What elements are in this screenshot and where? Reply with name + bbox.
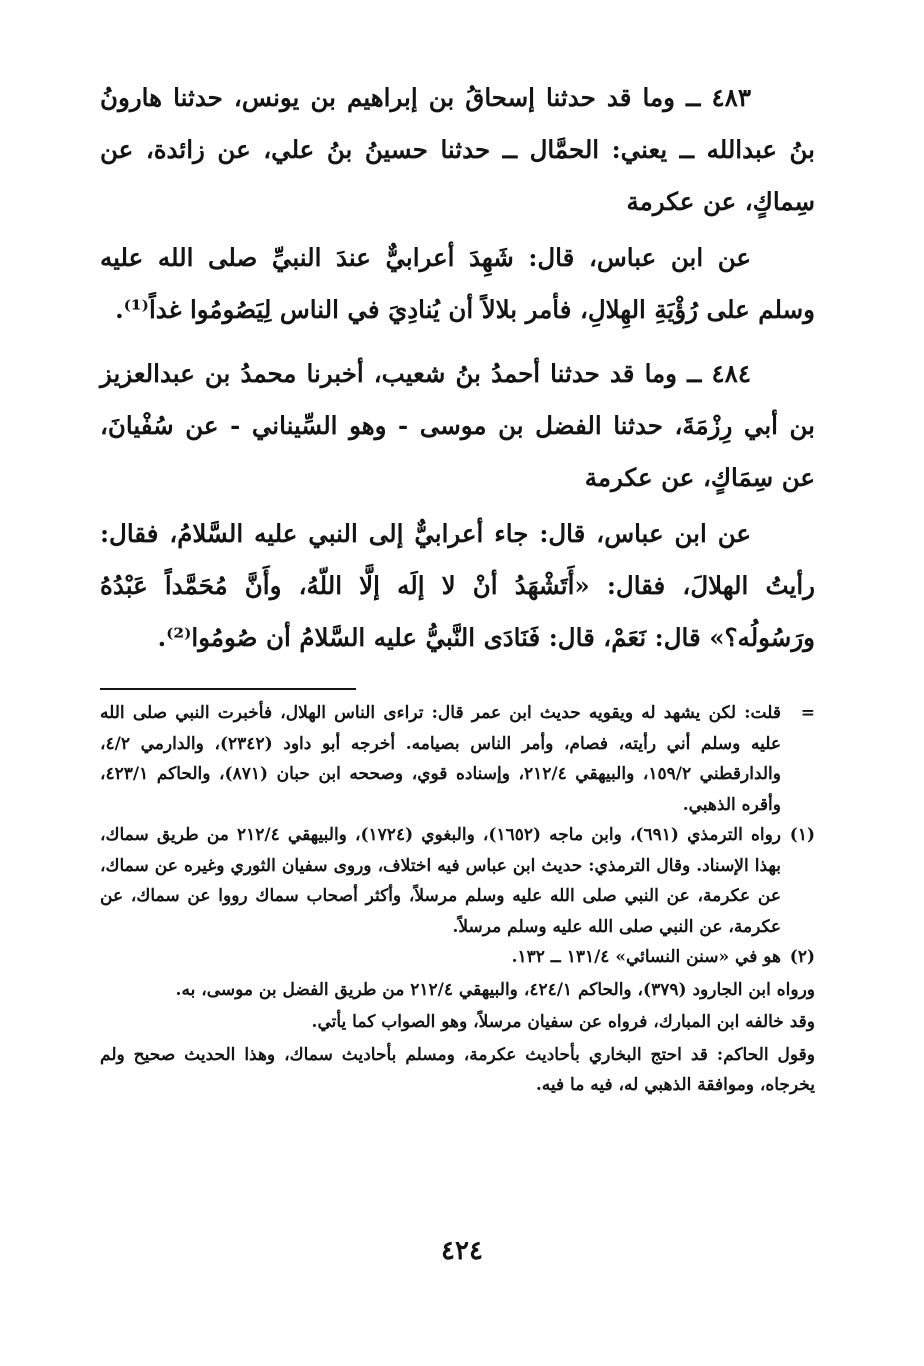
footnote-text: رواه الترمذي (٦٩١)، وابن ماجه (١٦٥٢)، والبغوي (١٧٢٤)، والبيهقي ٢١٢/٤ من طريق سماك، بهذا الإسناد. وقال الترمذي: حديث ابن عباس فيه اختلاف، وروى سفيان الثوري وغيره عن سماك، عن عكرمة، عن النبي صلى الله عليه وسلم مرسلاً، وأكثر أصحاب سماك رووا عن سماك، عن عكرمة، عن النبي صلى الله عليه وسلم مرسلاً. (100, 825, 781, 937)
hadith-483-isnad: ٤٨٣ ــ وما قد حدثنا إسحاقُ بن إبراهيم بن يونس، حدثنا هارونُ بنُ عبدالله ــ يعني: الحمَّال ــ حدثنا حسينُ بنُ علي، عن زائدة، عن سِماكٍ، عن عكرمة (100, 83, 815, 216)
hadith-483-matn: عن ابن عباس، قال: شَهِدَ أعرابيٌّ عندَ النبيِّ صلى الله عليه وسلم على رُؤْيَةِ الهِلالِ، فأمر بلالاً أن يُنادِيَ في الناس لِيَصُومُوا غداً⁽¹⁾. (100, 243, 815, 324)
footnote-text: هو في «سنن النسائي» ١٣١/٤ ــ ١٣٢. (511, 947, 781, 967)
hadith-484-isnad: ٤٨٤ ــ وما قد حدثنا أحمدُ بنُ شعيب، أخبرنا محمدُ بن عبدالعزيز بن أبي رِزْمَةَ، حدثنا الفضل بن موسى - وهو السِّيناني - عن سُفْيانَ، عن سِمَاكٍ، عن عكرمة (100, 359, 815, 492)
footnote-continued (100, 698, 815, 820)
footnote-mark: = (800, 703, 815, 723)
page-number: ٤٢٤ (441, 1236, 483, 1266)
footnote-2-continued (100, 973, 815, 1101)
footnote-text: وقد خالفه ابن المبارك، فرواه عن سفيان مرسلاً، وهو الصواب كما يأتي. (311, 1012, 815, 1032)
footnote-text: قلت: لكن يشهد له ويقويه حديث ابن عمر قال: تراءى الناس الهلال، فأخبرت النبي صلى الله عليه وسلم أني رأيته، فصام، وأمر الناس بصيامه. أخرجه أبو داود (٢٣٤٢)، والدارمي ٤/٢، والدارقطني ١٥٩/٢، والبيهقي ٢١٢/٤، وإسناده قوي، وصححه ابن حبان (٨٧١)، والحاكم ٤٢٣/١، وأقره الذهبي. (100, 703, 781, 815)
book-page (100, 72, 815, 1101)
footnote-2 (100, 942, 815, 973)
footnote-1 (100, 820, 815, 942)
hadith-484 (100, 348, 815, 664)
footnote-separator (100, 688, 356, 690)
footnotes (100, 698, 815, 1101)
footnote-text: وقول الحاكم: قد احتج البخاري بأحاديث عكرمة، ومسلم بأحاديث سماك، وهذا الحديث صحيح ولم يخرجاه، وموافقة الذهبي له، فيه ما فيه. (100, 1044, 815, 1095)
footnote-text: ورواه ابن الجارود (٣٧٩)، والحاكم ٤٢٤/١، والبيهقي ٢١٢/٤ من طريق الفضل بن موسى، به. (175, 979, 815, 1000)
hadith-483 (100, 72, 815, 336)
hadith-484-matn: عن ابن عباس، قال: جاء أعرابيٌّ إلى النبي عليه السَّلامُ، فقال: رأيتُ الهلالَ، فقال: «أَتَشْهَدُ أنْ لا إلَه إلَّا اللّهُ، وأَنَّ مُحَمَّداً عَبْدُهُ ورَسُولُه؟» قال: نَعَمْ، قال: فَنَادَى النَّبيُّ عليه السَّلامُ أن صُومُوا⁽²⁾. (100, 519, 815, 652)
footnote-mark: (١) (789, 825, 815, 845)
footnote-mark: (٢) (789, 947, 815, 967)
